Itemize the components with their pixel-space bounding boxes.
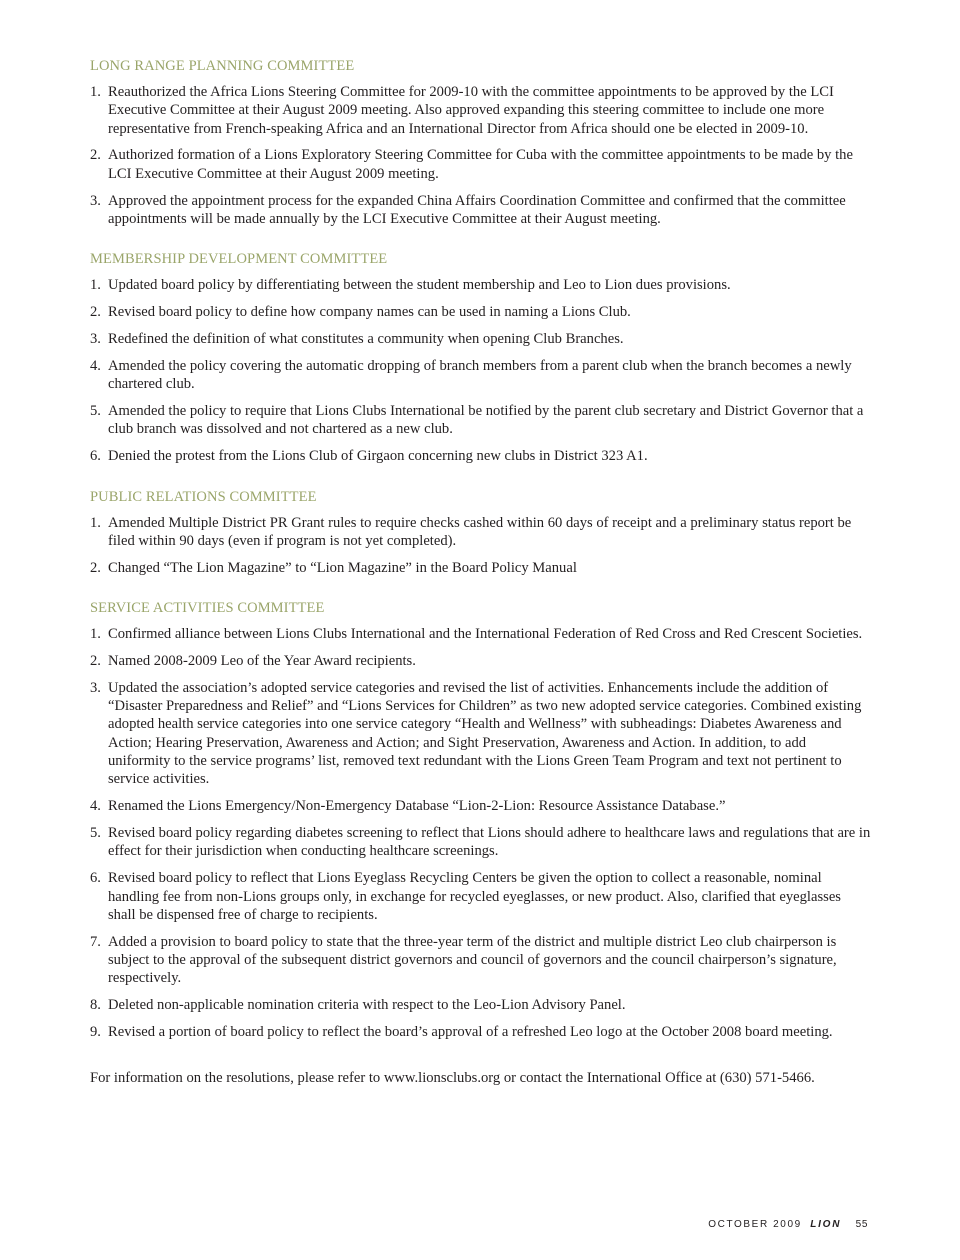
resolutions-info-note: For information on the resolutions, please refer to www.lionsclubs.org or contact the International Office at (630) 571-5466. [90,1070,815,1087]
item-text: Amended the policy covering the automatic dropping of branch members from a parent club when the branch becomes a newly chartered club. [108,357,852,393]
resolution-list [90,83,872,228]
item-number: 2. [90,147,101,164]
list-item [90,797,872,815]
item-number: 4. [90,798,101,815]
item-number: 6. [90,448,101,465]
list-item [90,402,872,439]
item-number: 5. [90,825,101,842]
committee-section [90,57,872,228]
list-item [90,625,872,643]
item-text: Revised a portion of board policy to reflect the board’s approval of a refreshed Leo logo at the October 2008 board meeting. [108,1024,833,1041]
resolution-list [90,625,872,1041]
resolution-sections [90,57,872,1041]
item-number: 1. [90,626,101,643]
item-text: Deleted non-applicable nomination criteria with respect to the Leo-Lion Advisory Panel. [108,997,626,1014]
item-text: Revised board policy to reflect that Lions Eyeglass Recycling Centers be given the option to collect a reasonable, nominal handling fee from non-Lions groups only, in exchange for recycled eyeglasses, or new product. Also, clarified that eyeglasses shall be dispensed free of charge to recipients. [108,870,841,923]
item-text: Reauthorized the Africa Lions Steering Committee for 2009-10 with the committee appointments to be approved by the LCI Executive Committee at their August 2009 meeting. Also approved expanding this steering committee to include one more representative from French-speaking Africa and an International Director from Africa should one be elected in 2009-10. [108,84,834,137]
item-number: 3. [90,192,101,209]
list-item [90,559,872,577]
list-item [90,869,872,924]
list-item [90,276,872,294]
item-text: Redefined the definition of what constitutes a community when opening Club Branches. [108,331,624,348]
list-item [90,357,872,394]
committee-heading: LONG RANGE PLANNING COMMITTEE [90,58,355,74]
item-number: 4. [90,357,101,374]
item-number: 1. [90,84,101,100]
item-number: 2. [90,304,101,321]
item-number: 7. [90,933,101,950]
list-item [90,330,872,348]
item-text: Authorized formation of a Lions Exploratory Steering Committee for Cuba with the committee appointments to be made by the LCI Executive Committee at their August 2009 meeting. [108,147,853,182]
page-content [90,57,872,1102]
item-number: 8. [90,997,101,1014]
issue-date: OCTOBER 2009 [708,1219,802,1230]
page-folio [708,1219,868,1230]
item-number: 2. [90,559,101,576]
list-item [90,447,872,465]
list-item [90,933,872,988]
item-text: Denied the protest from the Lions Club of Girgaon concerning new clubs in District 323 A1. [108,448,648,465]
list-item [90,679,872,789]
list-item [90,146,872,183]
resolution-list [90,276,872,465]
committee-heading: MEMBERSHIP DEVELOPMENT COMMITTEE [90,251,388,268]
magazine-name: LION [810,1219,842,1230]
list-item [90,192,872,229]
item-number: 2. [90,652,101,669]
item-text: Revised board policy regarding diabetes screening to reflect that Lions should adhere to healthcare laws and regulations that are in effect for their jurisdiction when conducting healthcare screenings. [108,825,871,860]
item-text: Revised board policy to define how company names can be used in naming a Lions Club. [108,304,631,321]
list-item [90,996,872,1014]
list-item [90,1023,872,1041]
item-text: Changed “The Lion Magazine” to “Lion Magazine” in the Board Policy Manual [108,559,577,576]
committee-section [90,599,872,1041]
item-text: Updated board policy by differentiating between the student membership and Leo to Lion dues provisions. [108,277,731,294]
item-number: 9. [90,1024,101,1041]
item-text: Renamed the Lions Emergency/Non-Emergency Database “Lion-2-Lion: Resource Assistance Database.” [108,798,726,815]
item-number: 5. [90,403,101,420]
item-text: Named 2008-2009 Leo of the Year Award recipients. [108,652,416,669]
item-number: 1. [90,277,101,294]
item-number: 1. [90,514,101,531]
item-text: Amended the policy to require that Lions Clubs International be notified by the parent club secretary and District Governor that a club branch was dissolved and not chartered as a new club. [108,403,864,438]
committee-heading: PUBLIC RELATIONS COMMITTEE [90,488,317,505]
resolution-list [90,514,872,577]
committee-section [90,488,872,577]
item-text: Added a provision to board policy to state that the three-year term of the district and multiple district Leo club chairperson is subject to the approval of the subsequent district governors and council of governors and the council chairperson’s signature, respectively. [108,933,837,987]
item-text: Amended Multiple District PR Grant rules to require checks cashed within 60 days of receipt and a preliminary status report be filed within 90 days (even if program is not yet completed). [108,514,852,549]
list-item [90,83,872,138]
committee-heading: SERVICE ACTIVITIES COMMITTEE [90,600,325,617]
item-text: Updated the association’s adopted service categories and revised the list of activities. Enhancements include the addition of “Disaster Preparedness and Relief” and “Lions Services for Children” as two new adopted service categories. Combined existing adopted health service categories into one service category “Health and Wellness” with subheadings: Diabetes Awareness and Action; Hearing Preservation, Awareness and Action; and Sight Preservation, Awareness and Action. In addition, to add uniformity to the service programs’ list, removed text redundant with the Lions Green Team Program and text not pertinent to service activities. [108,679,862,788]
item-number: 6. [90,870,101,887]
list-item [90,514,872,551]
item-number: 3. [90,679,101,696]
item-text: Confirmed alliance between Lions Clubs International and the International Federation of Red Cross and Red Crescent Societies. [108,626,863,643]
list-item [90,824,872,861]
list-item [90,652,872,670]
item-number: 3. [90,331,101,348]
page-number: 55 [855,1219,868,1230]
committee-section [90,250,872,465]
item-text: Approved the appointment process for the expanded China Affairs Coordination Committee and confirmed that the committee appointments will be made annually by the LCI Executive Committee at their August meeting. [108,192,846,227]
list-item [90,303,872,321]
